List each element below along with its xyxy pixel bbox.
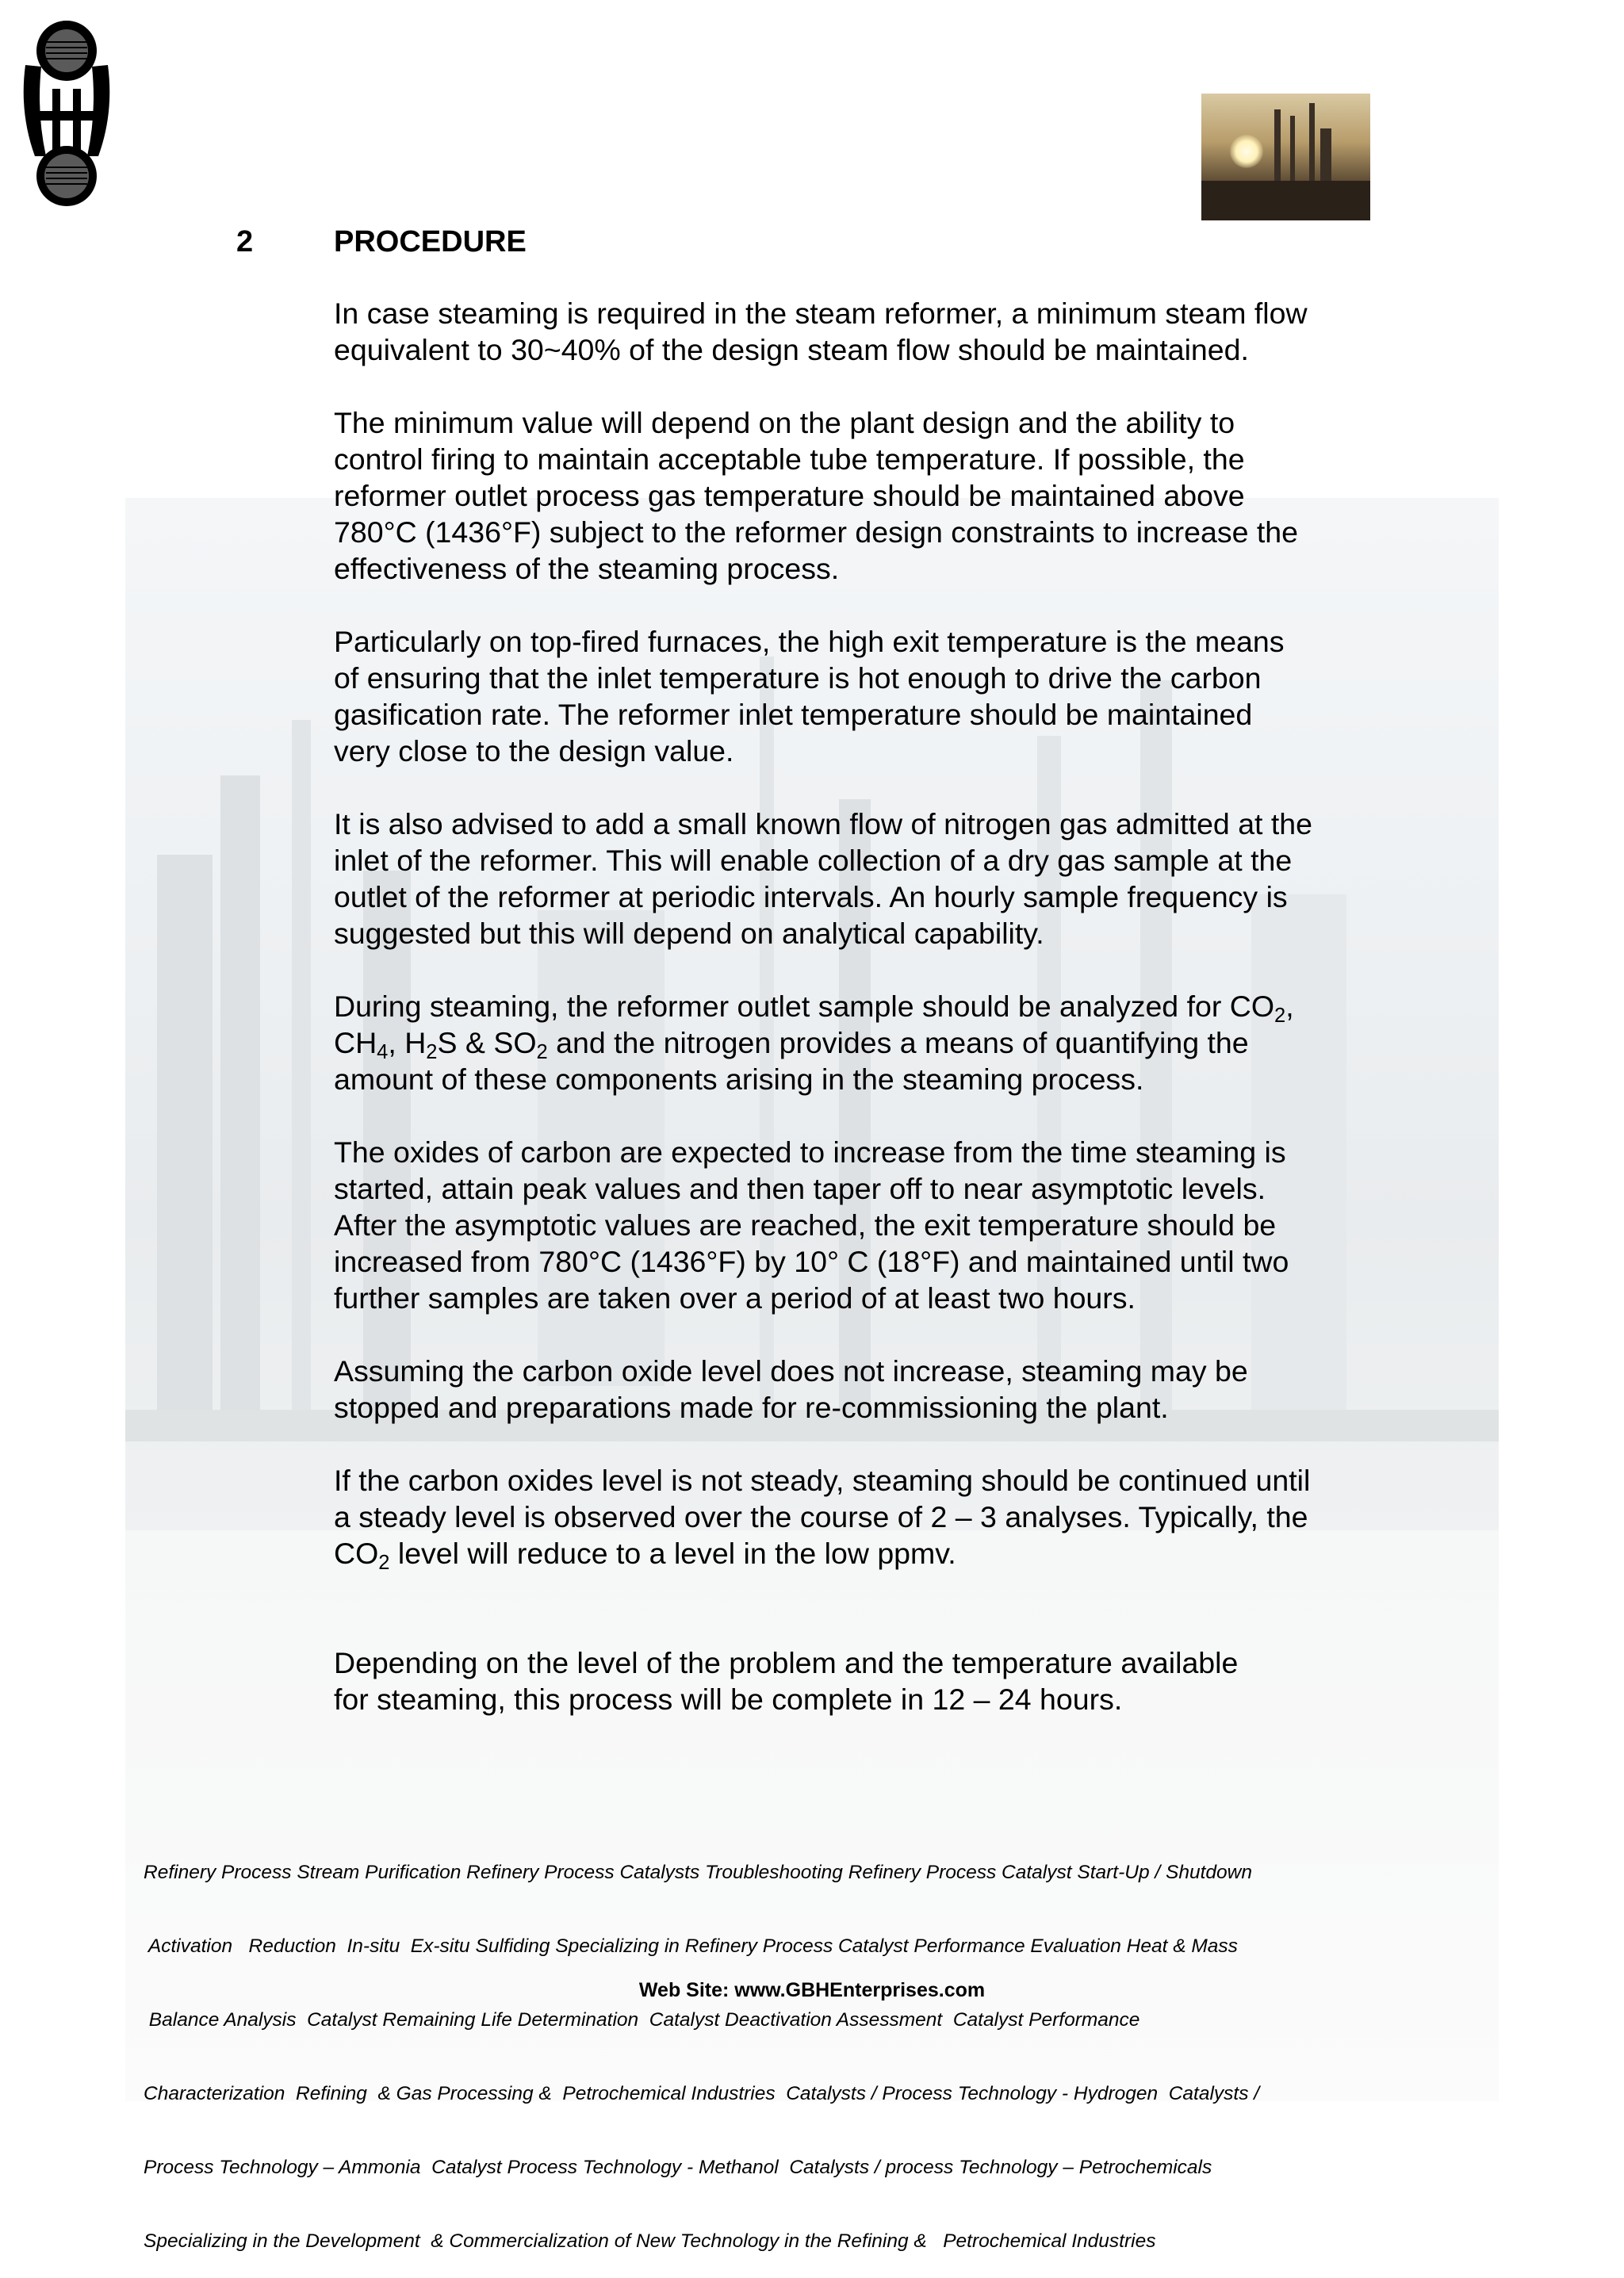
paragraph-minimum-value xyxy=(334,404,1396,587)
text-line: Particularly on top-fired furnaces, the high exit temperature is the means xyxy=(334,625,1285,658)
text-line: further samples are taken over a period of at least two hours. xyxy=(334,1281,1136,1315)
text-line: After the asymptotic values are reached, the exit temperature should be xyxy=(334,1208,1277,1242)
footer-line: Balance Analysis Catalyst Remaining Life Determination Catalyst Deactivation Assessment Catalyst Performance xyxy=(144,2009,1140,2031)
subscript: 2 xyxy=(1274,1005,1286,1028)
footer-line: Activation Reduction In-situ Ex-situ Sulfiding Specializing in Refinery Process Catalyst Performance Evaluation Heat & Mass xyxy=(144,1935,1238,1957)
text-fragment: level will reduce to a level in the low ppmv. xyxy=(389,1537,956,1570)
paragraph-nitrogen xyxy=(334,806,1396,951)
text-fragment: S & SO xyxy=(437,1026,537,1059)
paragraph-oxides-increase xyxy=(334,1134,1396,1316)
text-line: equivalent to 30~40% of the design steam flow should be maintained. xyxy=(334,333,1249,366)
text-line: During steaming, the reformer outlet sample should be analyzed for CO xyxy=(334,990,1275,1023)
text-line: It is also advised to add a small known flow of nitrogen gas admitted at the xyxy=(334,807,1313,840)
footer-line: Characterization Refining & Gas Processing & Petrochemical Industries Catalysts / Process Technology - Hydrogen Catalysts / xyxy=(144,2083,1260,2104)
text-line: reformer outlet process gas temperature should be maintained above xyxy=(334,479,1245,512)
text-fragment: and the nitrogen provides a means of quantifying the xyxy=(547,1026,1249,1059)
paragraph-duration xyxy=(334,1644,1396,1717)
text-line: If the carbon oxides level is not steady, steaming should be continued until xyxy=(334,1464,1311,1497)
subscript: 2 xyxy=(426,1041,438,1064)
text-line: increased from 780°C (1436°F) by 10° C (18°F) and maintained until two xyxy=(334,1245,1289,1278)
section-number: 2 xyxy=(236,225,254,258)
paragraph-top-fired xyxy=(334,623,1396,769)
text-line: The minimum value will depend on the plant design and the ability to xyxy=(334,406,1235,439)
text-line: started, attain peak values and then taper off to near asymptotic levels. xyxy=(334,1172,1266,1205)
paragraph-analysis xyxy=(334,988,1396,1097)
text-line: amount of these components arising in the steaming process. xyxy=(334,1062,1144,1096)
procedure-body xyxy=(334,295,1396,1754)
text-fragment: , H xyxy=(388,1026,427,1059)
subscript: 4 xyxy=(377,1041,389,1064)
subscript: 2 xyxy=(378,1552,390,1575)
text-line: inlet of the reformer. This will enable collection of a dry gas sample at the xyxy=(334,844,1293,877)
text-line: gasification rate. The reformer inlet temperature should be maintained xyxy=(334,698,1253,731)
paragraph-continue-steaming xyxy=(334,1462,1396,1575)
section-heading xyxy=(236,224,527,259)
text-line: outlet of the reformer at periodic intervals. An hourly sample frequency is xyxy=(334,880,1288,913)
website-link[interactable]: Web Site: www.GBHEnterprises.com xyxy=(638,1979,986,2001)
refinery-sunset-photo xyxy=(1201,94,1370,220)
text-line: suggested but this will depend on analytical capability. xyxy=(334,917,1044,950)
text-line: Depending on the level of the problem and the temperature available xyxy=(334,1646,1239,1679)
text-fragment: CH xyxy=(334,1026,377,1059)
text-line: a steady level is observed over the course of 2 – 3 analyses. Typically, the xyxy=(334,1500,1308,1533)
company-logo xyxy=(19,17,114,208)
footer-services-list xyxy=(144,1811,1381,2278)
text-fragment: CO xyxy=(334,1537,379,1570)
footer-line: Refinery Process Stream Purification Refinery Process Catalysts Troubleshooting Refinery Process Catalyst Start-Up / Shutdown xyxy=(144,1862,1252,1883)
text-line: stopped and preparations made for re-commissioning the plant. xyxy=(334,1391,1169,1424)
paragraph-stop-steaming xyxy=(334,1353,1396,1426)
text-line: effectiveness of the steaming process. xyxy=(334,552,840,585)
text-line: control firing to maintain acceptable tube temperature. If possible, the xyxy=(334,442,1245,476)
text-line: Assuming the carbon oxide level does not increase, steaming may be xyxy=(334,1354,1248,1388)
footer-line: Process Technology – Ammonia Catalyst Process Technology - Methanol Catalysts / process Technology – Petrochemicals xyxy=(144,2157,1212,2178)
sun-glow xyxy=(1230,135,1263,168)
footer-line: Specializing in the Development & Commercialization of New Technology in the Refining & Petrochemical Industries xyxy=(144,2230,1156,2252)
text-line: for steaming, this process will be complete in 12 – 24 hours. xyxy=(334,1683,1123,1716)
section-title: PROCEDURE xyxy=(334,225,527,258)
text-line: of ensuring that the inlet temperature is hot enough to drive the carbon xyxy=(334,661,1262,695)
text-line: 780°C (1436°F) subject to the reformer design constraints to increase the xyxy=(334,515,1299,549)
text-line: The oxides of carbon are expected to increase from the time steaming is xyxy=(334,1135,1286,1169)
paragraph-steam-flow xyxy=(334,295,1396,368)
text-line: In case steaming is required in the steam reformer, a minimum steam flow xyxy=(334,297,1308,330)
text-line: very close to the design value. xyxy=(334,734,734,768)
subscript: 2 xyxy=(536,1041,548,1064)
text-fragment: , xyxy=(1285,990,1294,1023)
